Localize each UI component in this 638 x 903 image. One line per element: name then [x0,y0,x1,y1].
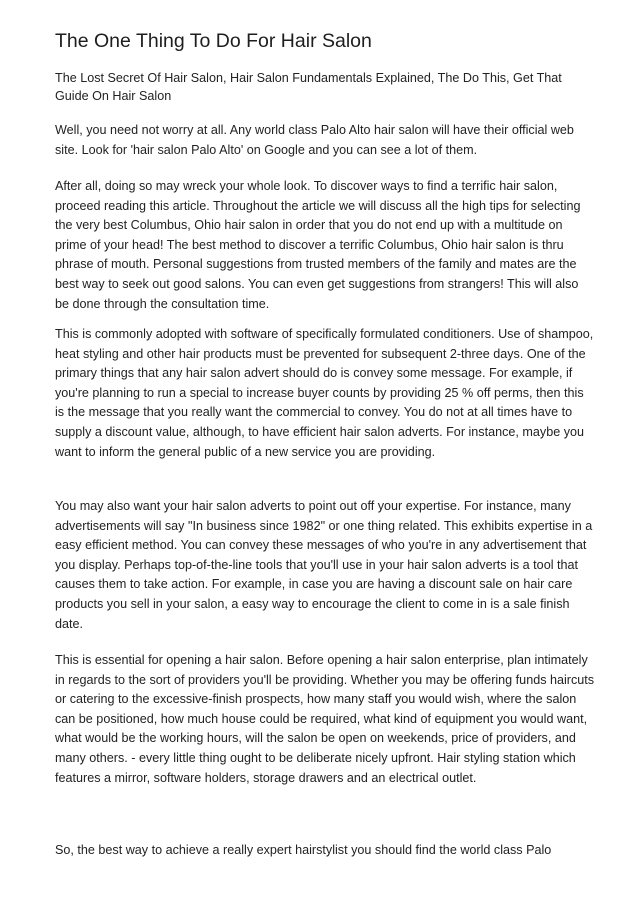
paragraph-1: Well, you need not worry at all. Any world class Palo Alto hair salon will have their official web site. Look for 'hair salon Palo Alto' on Google and you can see a lot of them. [55,123,574,157]
paragraph-5: This is essential for opening a hair salon. Before opening a hair salon enterprise, plan intimately in regards to the sort of providers you'll be providing. Whether you may be offering funds haircuts or catering to the excessive-finish prospects, how many staff you would wish, where the salon can be positioned, how much house could be required, what kind of equipment you would want, what would be the working hours, will the salon be open on weekends, price of providers, and many others. - every little thing ought to be deliberate nicely upfront. Hair styling station which features a mirror, software holders, storage drawers and an electrical outlet. [55,653,595,785]
document-subtitle: The Lost Secret Of Hair Salon, Hair Salon Fundamentals Explained, The Do This, Get That Guide On Hair Salon [55,71,562,103]
paragraph-3: This is commonly adopted with software of specifically formulated conditioners. Use of shampoo, heat styling and other hair products must be prevented for subsequent 2-three days. One of the primary things that any hair salon advert should do is convey some message. For example, if you're planning to run a special to increase buyer counts by providing 25 % off perms, then this is the message that you really want the commercial to convey. You do not at all times have to supply a discount value, although, to have efficient hair salon adverts. For instance, maybe you want to inform the general public of a new service you are providing. [55,327,594,459]
document-title: The One Thing To Do For Hair Salon [55,30,372,52]
paragraph-4: You may also want your hair salon adverts to point out off your expertise. For instance, many advertisements will say "In business since 1982" or one thing related. This exhibits expertise in a easy efficient method. You can convey these messages of who you're in any advertisement that you display. Perhaps top-of-the-line tools that you'll use in your hair salon adverts is a tool that causes them to take action. For example, in case you are having a discount sale on hair care products you sell in your salon, a easy way to encourage the client to come in is a sale finish date. [55,499,593,631]
paragraph-2: After all, doing so may wreck your whole look. To discover ways to find a terrific hair salon, proceed reading this article. Throughout the article we will discuss all the high tips for selecting the very best Columbus, Ohio hair salon in order that you do not end up with a multitude on prime of your head! The best method to discover a terrific Columbus, Ohio hair salon is thru phrase of mouth. Personal suggestions from trusted members of the family and mates are the best way to seek out good salons. You can even get suggestions from strangers! This will also be done through the consultation time. [55,179,581,311]
paragraph-6: So, the best way to achieve a really expert hairstylist you should find the world class Palo [55,843,552,857]
